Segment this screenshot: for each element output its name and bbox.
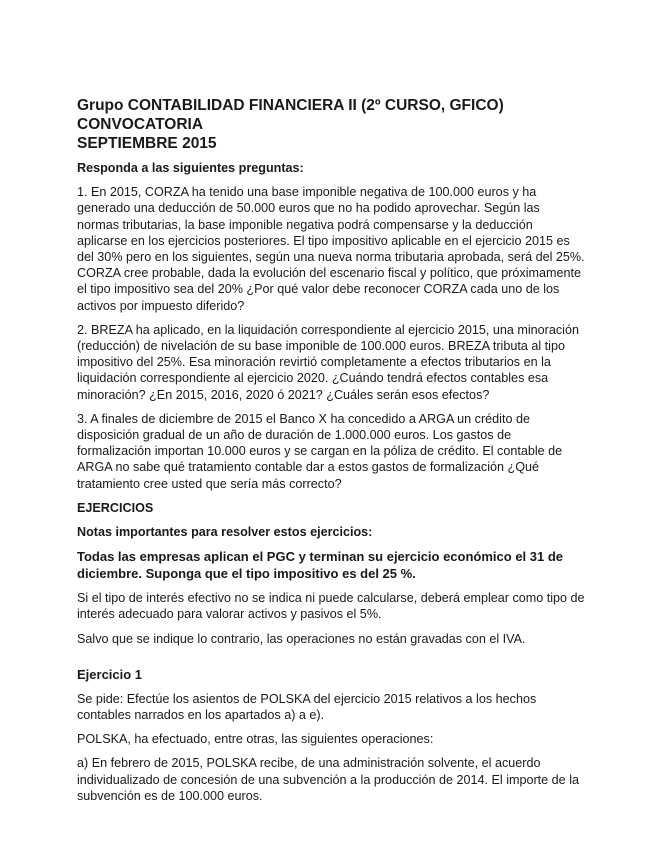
notes-heading: Notas importantes para resolver estos ejercicios: [77,525,373,540]
question-1: 1. En 2015, CORZA ha tenido una base imponible negativa de 100.000 euros y ha generado una deducción de 50.000 euros que no ha podido aprovechar. Según las normas tributarias, la base imponible negativa podrá compensarse y la deducción aplicarse en los ejercicios posteriores. El tipo impositivo aplicable en el ejercicio 2015 es del 30% pero en los siguientes, según una nueva norma tributaria aprobada, será del 25%. CORZA cree probable, dada la evolución del escenario fiscal y político, que próximamente el tipo impositivo sea del 20% ¿Por qué valor debe reconocer CORZA cada uno de los activos por impuesto diferido? [77,185,585,313]
exercises-heading: EJERCICIOS [77,500,154,515]
exercise-1-item-a: a) En febrero de 2015, POLSKA recibe, de una administración solvente, el acuerdo individualizado de concesión de una subvención a la producción de 2014. El importe de la subvención es de 100.000 euros. [77,756,579,803]
notes-bold-paragraph: Todas las empresas aplican el PGC y terminan su ejercicio económico el 31 de diciembre. Suponga que el tipo impositivo es del 25 %. [77,549,564,582]
note-interest-rate: Si el tipo de interés efectivo no se indica ni puede calcularse, deberá emplear como tipo de interés adecuado para valorar activos y pasivos el 5%. [77,591,585,622]
question-3: 3. A finales de diciembre de 2015 el Banco X ha concedido a ARGA un crédito de disposición gradual de un año de duración de 1.000.000 euros. Los gastos de formalización importan 10.000 euros y se cargan en la póliza de crédito. El contable de ARGA no sabe qué tratamiento contable dar a estos gastos de formalización ¿Qué tratamiento cree usted que sería más correcto? [77,411,563,491]
exercise-1-title: Ejercicio 1 [77,666,143,682]
document-title-line-1: Grupo CONTABILIDAD FINANCIERA II (2º CURSO, GFICO) CONVOCATORIA [77,97,504,133]
question-2: 2. BREZA ha aplicado, en la liquidación correspondiente al ejercicio 2015, una minoración (reducción) de nivelación de su base imponible de 100.000 euros. BREZA tributa al tipo impositivo del 25%. Esa minoración revirtió completamente a efectos tributarios en la liquidación correspondiente al ejercicio 2020. ¿Cuándo tendrá efectos contables esa minoración? ¿En 2015, 2016, 2020 ó 2021? ¿Cuáles serán esos efectos? [77,322,579,402]
exercise-1-intro: POLSKA, ha efectuado, entre otras, las siguientes operaciones: [77,732,434,747]
document-title-line-2: SEPTIEMBRE 2015 [77,135,217,152]
exercise-1-request: Se pide: Efectúe los asientos de POLSKA del ejercicio 2015 relativos a los hechos contables narrados en los apartados a) a e). [77,691,537,723]
questions-heading: Responda a las siguientes preguntas: [77,161,304,175]
section-spacer [77,655,585,667]
document-title [77,96,585,153]
document-page [77,96,585,812]
note-iva: Salvo que se indique lo contrario, las operaciones no están gravadas con el IVA. [77,631,526,646]
